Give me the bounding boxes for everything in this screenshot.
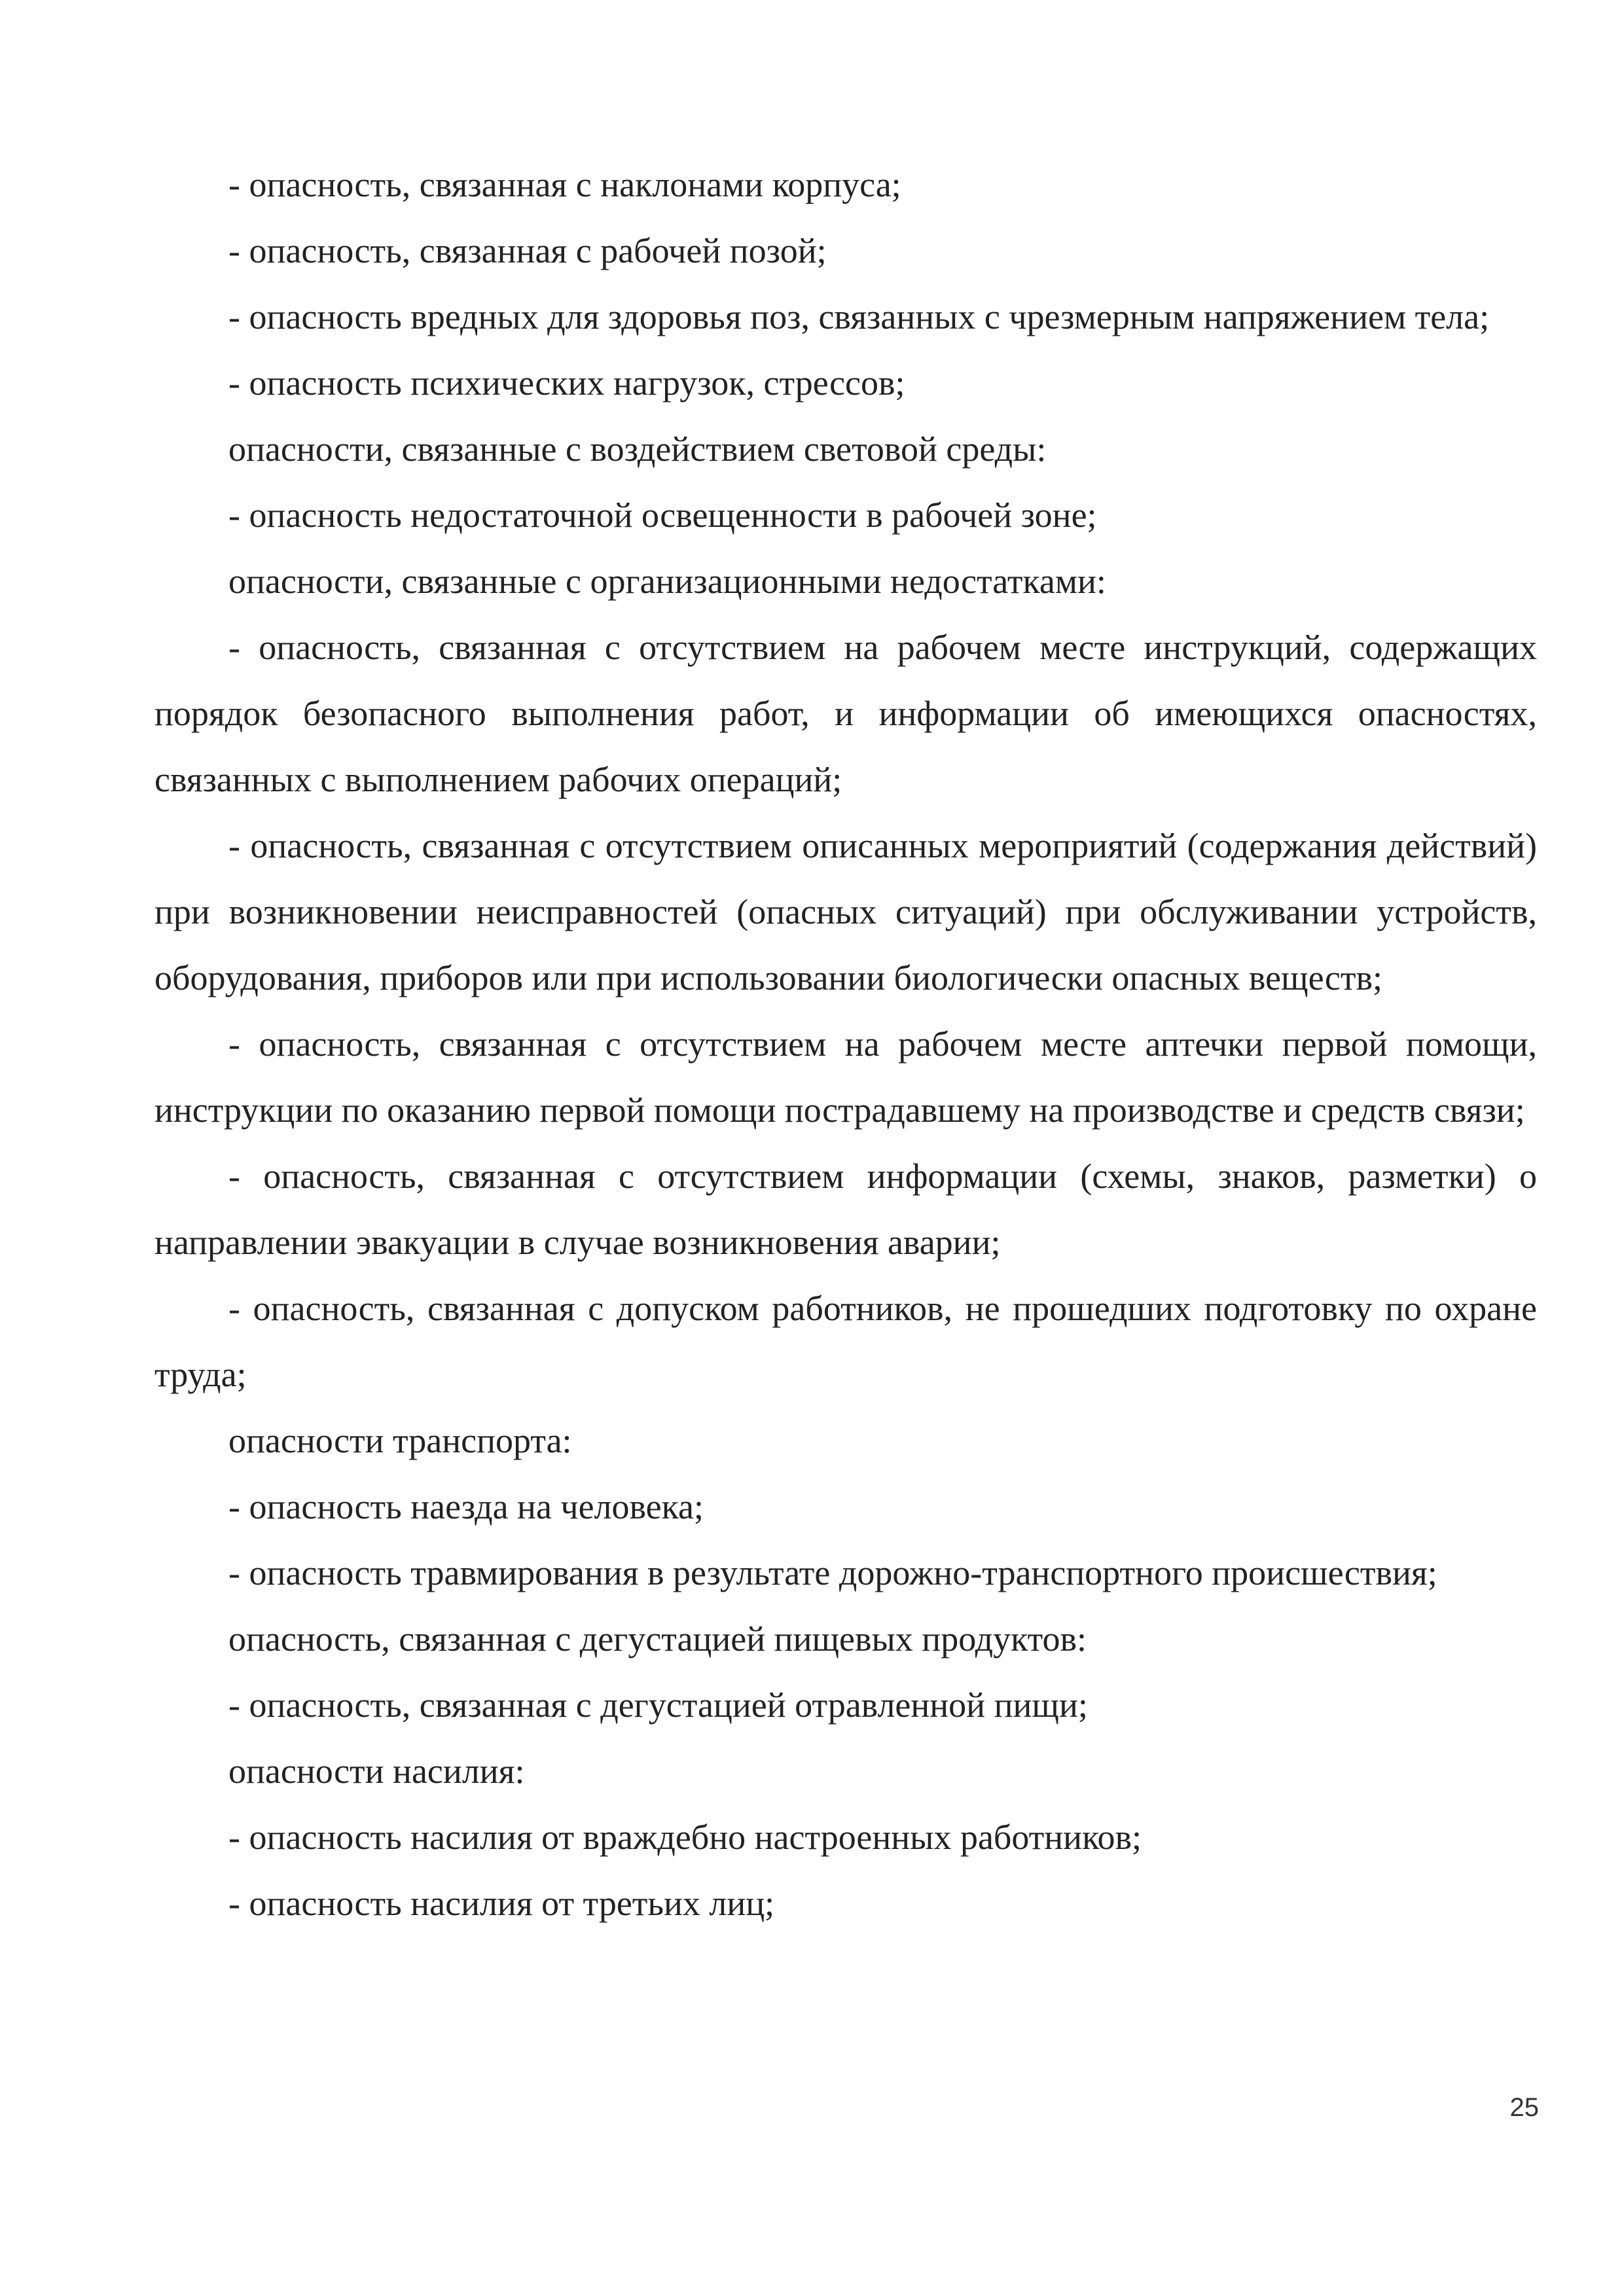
section-heading: опасности, связанные с воздействием световой среды: [228, 429, 1047, 469]
paragraph: - опасность, связанная с отсутствием описанных мероприятий (содержания действий) при возникновении неисправностей (опасных ситуаций) при обслуживании устройств, оборудования, приборов или при использовании биологически опасных веществ; [154, 826, 1537, 997]
section-heading: опасности насилия: [228, 1751, 525, 1791]
paragraph: - опасность, связанная с наклонами корпуса; [228, 165, 901, 204]
document-body [154, 152, 1537, 1937]
paragraph: - опасность, связанная с отсутствием на рабочем месте аптечки первой помощи, инструкции по оказанию первой помощи пострадавшему на производстве и средств связи; [154, 1024, 1537, 1130]
section-heading: опасности, связанные с организационными недостатками: [228, 562, 1106, 601]
paragraph: - опасность, связанная с отсутствием информации (схемы, знаков, разметки) о направлении эвакуации в случае возникновения аварии; [154, 1157, 1537, 1262]
paragraph: - опасность психических нагрузок, стрессов; [228, 363, 905, 403]
page-number: 25 [1509, 2093, 1539, 2122]
paragraph: - опасность, связанная с рабочей позой; [228, 231, 827, 270]
paragraph: - опасность насилия от враждебно настроенных работников; [228, 1818, 1142, 1857]
paragraph: - опасность, связанная с отсутствием на рабочем месте инструкций, содержащих порядок безопасного выполнения работ, и информации об имеющихся опасностях, связанных с выполнением рабочих операций; [154, 628, 1537, 799]
paragraph: - опасность, связанная с дегустацией отравленной пищи; [228, 1685, 1088, 1725]
paragraph: - опасность травмирования в результате дорожно-транспортного происшествия; [228, 1553, 1437, 1592]
paragraph: - опасность недостаточной освещенности в рабочей зоне; [228, 495, 1097, 535]
section-heading: опасности транспорта: [228, 1421, 572, 1460]
paragraph: - опасность насилия от третьих лиц; [228, 1884, 775, 1923]
paragraph: - опасность наезда на человека; [228, 1487, 704, 1526]
paragraph: - опасность вредных для здоровья поз, связанных с чрезмерным напряжением тела; [228, 297, 1490, 336]
section-heading: опасность, связанная с дегустацией пищевых продуктов: [228, 1619, 1087, 1659]
paragraph: - опасность, связанная с допуском работников, не прошедших подготовку по охране труда; [154, 1289, 1537, 1394]
